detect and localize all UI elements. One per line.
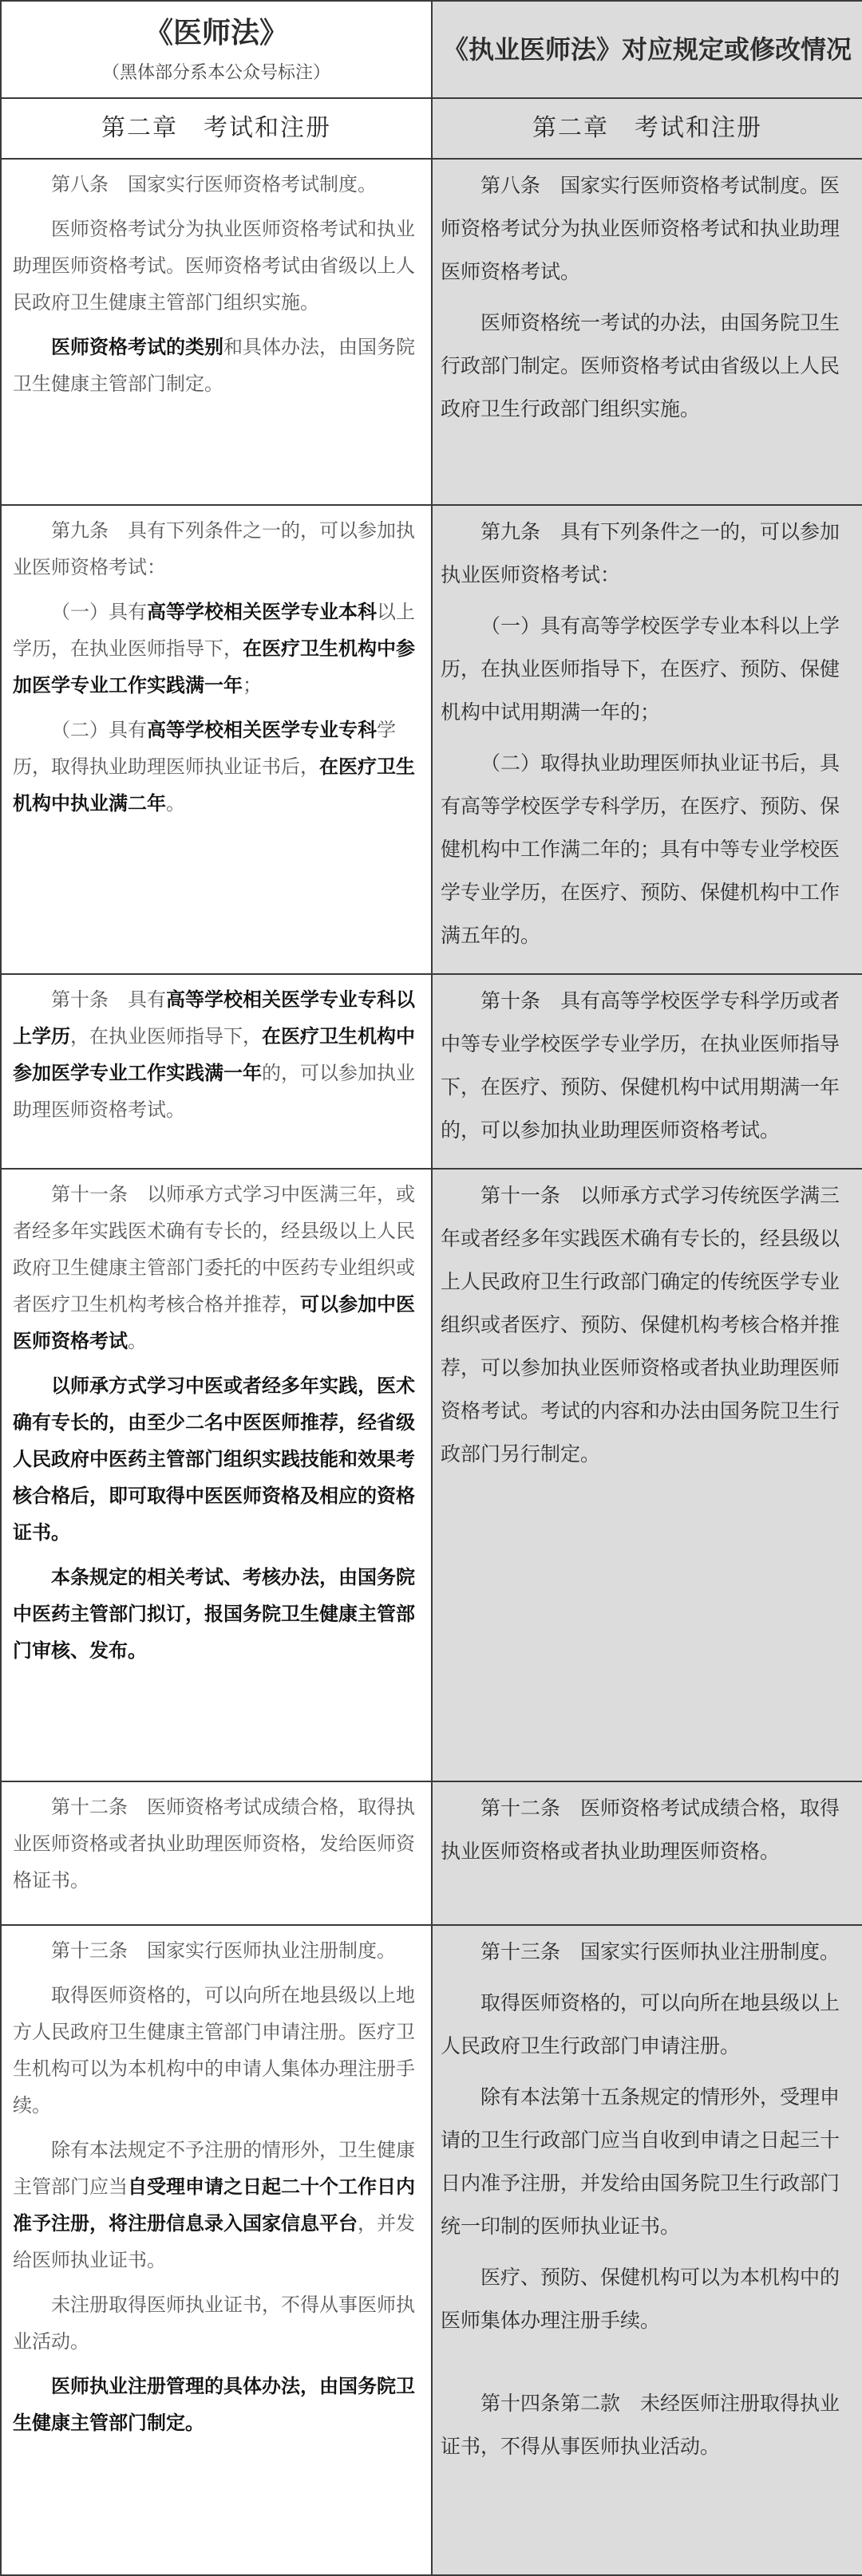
right-paragraph	[441, 1787, 852, 1873]
left-article-cell	[1, 159, 432, 505]
left-paragraph	[13, 512, 421, 586]
left-chapter-title: 第二章 考试和注册	[1, 98, 432, 159]
text-segment: 第十二条 医师资格考试成绩合格，取得执业医师资格或者执业助理医师资格。	[441, 1797, 840, 1863]
text-segment: （二）取得执业助理医师执业证书后，具有高等学校医学专科学历，在医疗、预防、保健机构中工作满二年的；具有中等专业学校医学专业学历，在医疗、预防、保健机构中工作满五年的。	[441, 751, 840, 947]
left-article-cell	[1, 1169, 432, 1781]
article-row-12	[1, 1781, 862, 1925]
left-paragraph	[13, 329, 421, 402]
text-segment: 未注册取得医师执业证书，不得从事医师执业活动。	[13, 2294, 415, 2353]
right-paragraph	[441, 1174, 852, 1476]
text-segment: 取得医师资格的，可以向所在地县级以上地方人民政府卫生健康主管部门申请注册。医疗卫生机构可以为本机构中的申请人集体办理注册手续。	[13, 1984, 415, 2116]
text-segment: ，并发给医师执业证书。	[13, 2212, 415, 2271]
left-article-cell	[1, 974, 432, 1169]
right-paragraph	[441, 1982, 852, 2068]
left-paragraph	[13, 981, 421, 1128]
left-header-cell	[1, 1, 432, 98]
text-segment: 第八条 国家实行医师资格考试制度。医师资格考试分为执业医师资格考试和执业助理医师资格考试。	[441, 174, 840, 283]
bold-text: 以师承方式学习中医或者经多年实践，医术确有专长的，由至少二名中医医师推荐，经省级人民政府中医药主管部门组织实践技能和效果考核合格后，即可取得中医医师资格及相应的资格证书。	[13, 1375, 415, 1544]
right-paragraph	[441, 2076, 852, 2248]
bold-text: 高等学校相关医学专业本科	[147, 601, 377, 623]
left-paragraph	[13, 211, 421, 321]
right-paragraph	[441, 164, 852, 294]
text-segment: 医师资格统一考试的办法，由国务院卫生行政部门制定。医师资格考试由省级以上人民政府卫生行政部门组织实施。	[441, 311, 840, 420]
text-segment: 第十三条 国家实行医师执业注册制度。	[51, 1939, 396, 1962]
text-segment: （二）具有	[51, 719, 147, 741]
article-row-8	[1, 159, 862, 505]
text-segment: 和具体办法，由国务院卫生健康主管部门制定。	[13, 336, 415, 395]
text-segment: 医疗、预防、保健机构可以为本机构中的医师集体办理注册手续。	[441, 2266, 840, 2332]
right-paragraph	[441, 2382, 852, 2468]
text-segment: 医师资格考试分为执业医师资格考试和执业助理医师资格考试。医师资格考试由省级以上人民政府卫生健康主管部门组织实施。	[13, 218, 415, 314]
right-paragraph	[441, 2256, 852, 2342]
text-segment: 第十二条 医师资格考试成绩合格，取得执业医师资格或者执业助理医师资格，发给医师资格证书。	[13, 1796, 415, 1892]
text-segment: 第九条 具有下列条件之一的，可以参加执业医师资格考试：	[13, 519, 415, 578]
text-segment: 第十四条第二款 未经医师注册取得执业证书，不得从事医师执业活动。	[441, 2392, 840, 2458]
right-paragraph	[441, 1931, 852, 1974]
right-paragraph	[441, 2350, 852, 2374]
left-article-cell	[1, 505, 432, 974]
left-paragraph	[13, 1789, 421, 1899]
text-segment: 第十条 具有	[51, 988, 166, 1011]
article-row-9	[1, 505, 862, 974]
text-segment: 除有本法第十五条规定的情形外，受理申请的卫生行政部门应当自收到申请之日起三十日内准予注册，并发给由国务院卫生行政部门统一印制的医师执业证书。	[441, 2085, 840, 2238]
right-article-cell	[432, 1169, 862, 1781]
text-segment: 的，可以参加执业助理医师资格考试。	[13, 1062, 415, 1121]
left-paragraph	[13, 712, 421, 822]
right-article-cell	[432, 505, 862, 974]
text-segment: 以上学历，在执业医师指导下，	[13, 601, 415, 660]
left-paragraph	[13, 1932, 421, 1969]
bold-text: 医师资格考试的类别	[51, 336, 223, 358]
right-article-cell	[432, 1781, 862, 1925]
text-segment: 除有本法规定不予注册的情形外，卫生健康主管部门应当	[13, 2139, 415, 2198]
bold-text: 在医疗卫生机构中执业满二年	[13, 755, 415, 815]
bold-text: 自受理申请之日起二十个工作日内准予注册，将注册信息录入国家信息平台	[13, 2176, 415, 2235]
text-segment: （一）具有	[51, 601, 147, 623]
left-paragraph	[13, 1559, 421, 1669]
left-header-title: 《医师法》	[144, 16, 288, 49]
left-paragraph	[13, 166, 421, 203]
text-segment: 第十条 具有高等学校医学专科学历或者中等专业学校医学专业学历，在执业医师指导下，在医疗、预防、保健机构中试用期满一年的，可以参加执业助理医师资格考试。	[441, 989, 840, 1142]
left-paragraph	[13, 1977, 421, 2124]
bold-text: 可以参加中医医师资格考试	[13, 1293, 415, 1352]
right-paragraph	[441, 511, 852, 597]
left-paragraph	[13, 2286, 421, 2360]
left-header-note: （黑体部分系本公众号标注）	[101, 63, 330, 83]
article-row-10	[1, 974, 862, 1169]
right-chapter-title: 第二章 考试和注册	[432, 98, 862, 159]
left-article-cell	[1, 1925, 432, 2575]
header-row	[1, 1, 862, 98]
right-paragraph	[441, 605, 852, 734]
left-paragraph	[13, 1367, 421, 1551]
text-segment: 第十一条 以师承方式学习中医满三年，或者经多年实践医术确有专长的，经县级以上人民政府卫生健康主管部门委托的中医药专业组织或者医疗卫生机构考核合格并推荐，	[13, 1183, 415, 1316]
right-article-cell	[432, 159, 862, 505]
text-segment: 学历，取得执业助理医师执业证书后，	[13, 719, 396, 778]
bold-text: 在医疗卫生机构中参加医学专业工作实践满一年	[13, 1025, 415, 1084]
bold-text: 高等学校相关医学专业专科以上学历	[13, 988, 415, 1047]
left-paragraph	[13, 2132, 421, 2278]
text-segment: 第九条 具有下列条件之一的，可以参加执业医师资格考试：	[441, 520, 840, 586]
bold-text: 本条规定的相关考试、考核办法，由国务院中医药主管部门拟订，报国务院卫生健康主管部门审核、发布。	[13, 1566, 415, 1662]
text-segment: 取得医师资格的，可以向所在地县级以上人民政府卫生行政部门申请注册。	[441, 1991, 840, 2057]
text-segment: ；	[243, 674, 262, 696]
text-segment: ，在执业医师指导下，	[70, 1025, 262, 1047]
text-segment: 。	[128, 1330, 147, 1352]
bold-text: 医师执业注册管理的具体办法，由国务院卫生健康主管部门制定。	[13, 2375, 415, 2434]
right-paragraph	[441, 742, 852, 957]
bold-text: 在医疗卫生机构中参加医学专业工作实践满一年	[13, 637, 415, 696]
text-segment: 第十一条 以师承方式学习传统医学满三年或者经多年实践医术确有专长的，经县级以上人民政府卫生行政部门确定的传统医学专业组织或者医疗、预防、保健机构考核合格并推荐，可以参加执业医师资格或者执业助理医师资格考试。考试的内容和办法由国务院卫生行政部门另行制定。	[441, 1184, 840, 1466]
text-segment: 第八条 国家实行医师资格考试制度。	[51, 173, 377, 195]
article-row-13	[1, 1925, 862, 2575]
left-paragraph	[13, 1176, 421, 1359]
left-paragraph	[13, 2368, 421, 2441]
text-segment: （一）具有高等学校医学专业本科以上学历，在执业医师指导下，在医疗、预防、保健机构中试用期满一年的；	[441, 614, 840, 724]
chapter-row	[1, 98, 862, 159]
article-row-11	[1, 1169, 862, 1781]
left-paragraph	[13, 594, 421, 704]
right-paragraph	[441, 302, 852, 431]
bold-text: 高等学校相关医学专业专科	[147, 719, 377, 741]
right-article-cell	[432, 974, 862, 1169]
text-segment: 。	[166, 792, 185, 815]
text-segment: 第十三条 国家实行医师执业注册制度。	[480, 1940, 840, 1963]
right-paragraph	[441, 980, 852, 1152]
right-header-title: 《执业医师法》对应规定或修改情况	[432, 1, 862, 98]
right-article-cell	[432, 1925, 862, 2575]
left-article-cell	[1, 1781, 432, 1925]
